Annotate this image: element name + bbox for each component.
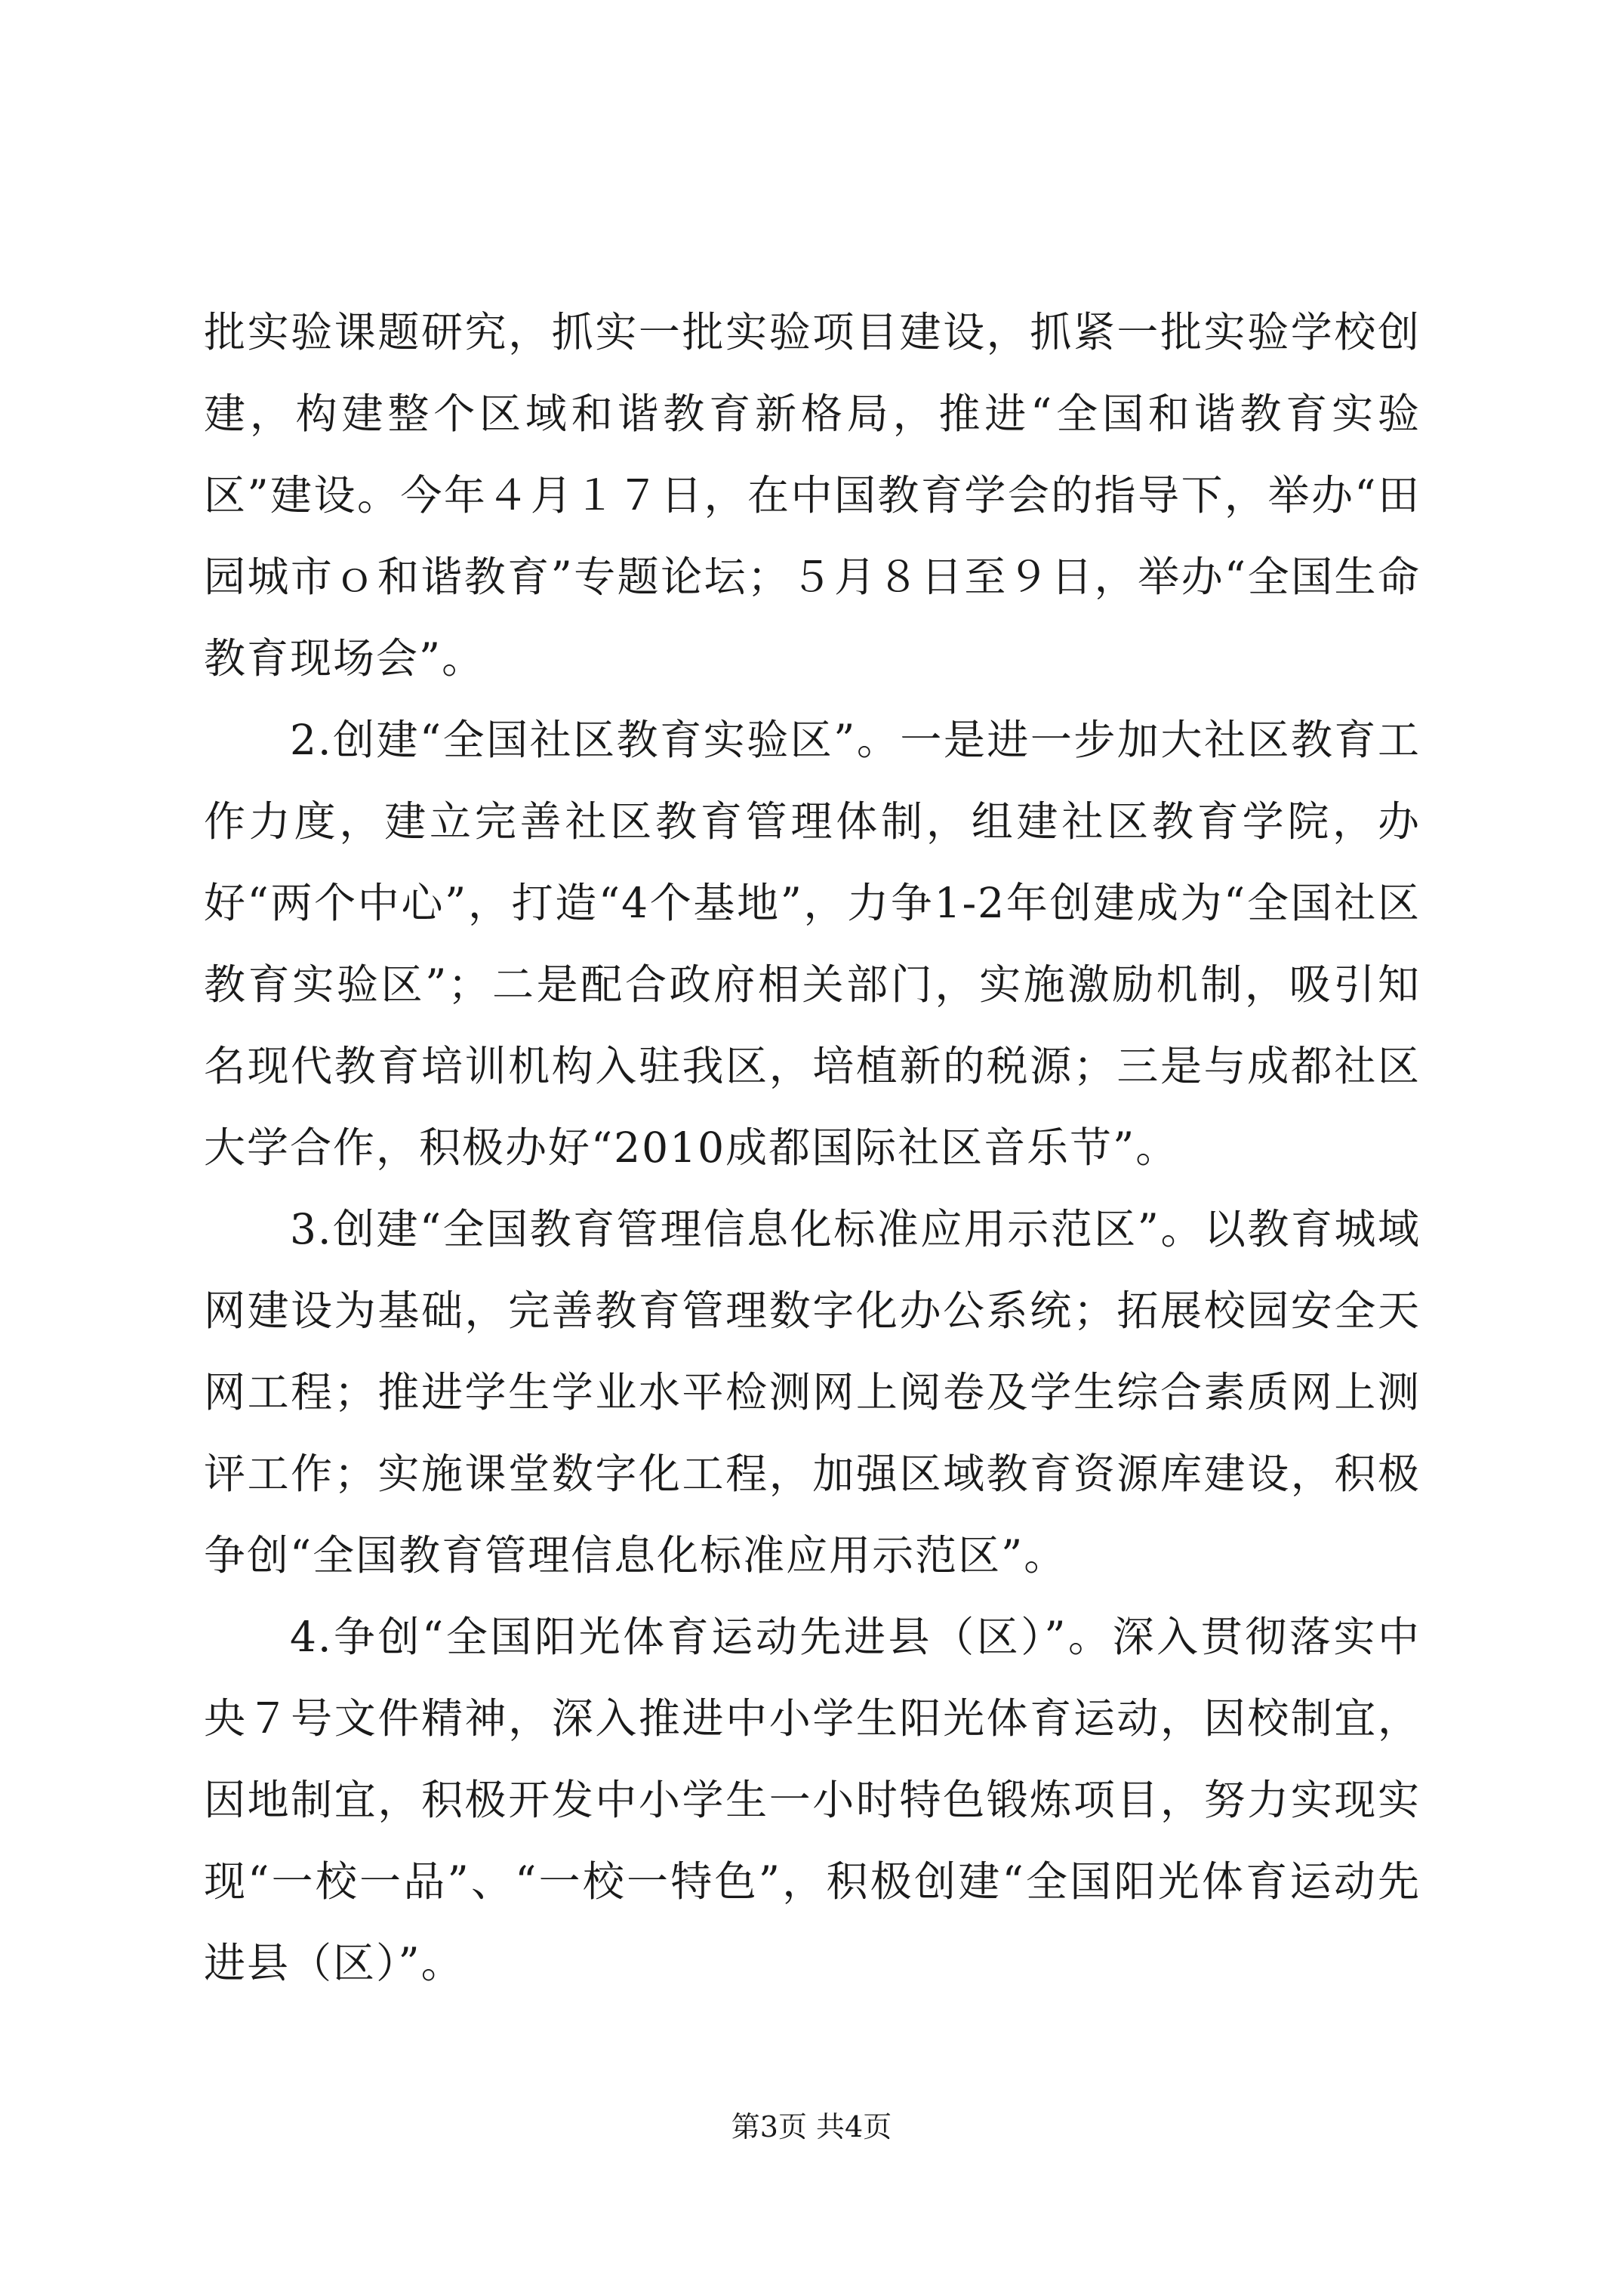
paragraph-continuation: 批实验课题研究，抓实一批实验项目建设，抓紧一批实验学校创建，构建整个区域和谐教育新格局，推进“全国和谐教育实验区”建设。今年４月１７日，在中国教育学会的指导下，举办“田园城市ｏ和谐教育”专题论坛；５月８日至９日，举办“全国生命教育现场会”。	[204, 308, 1421, 683]
paragraph-item-2: 2.创建“全国社区教育实验区”。一是进一步加大社区教育工作力度，建立完善社区教育管理体制，组建社区教育学院，办好“两个中心”，打造“4个基地”，力争1-2年创建成为“全国社区教育实验区”；二是配合政府相关部门，实施激励机制，吸引知名现代教育培训机构入驻我区，培植新的税源；三是与成都社区大学合作，积极办好“2010成都国际社区音乐节”。	[204, 716, 1421, 1172]
paragraph-item-3: 3.创建“全国教育管理信息化标准应用示范区”。以教育城域网建设为基础，完善教育管理数字化办公系统；拓展校园安全天网工程；推进学生学业水平检测网上阅卷及学生综合素质网上测评工作；实施课堂数字化工程，加强区域教育资源库建设，积极争创“全国教育管理信息化标准应用示范区”。	[204, 1205, 1421, 1579]
document-body	[204, 291, 1421, 2004]
paragraph-item-4: 4.争创“全国阳光体育运动先进县（区）”。深入贯彻落实中央７号文件精神，深入推进中小学生阳光体育运动，因校制宜，因地制宜，积极开发中小学生一小时特色锻炼项目，努力实现实现“一校一品”、“一校一特色”，积极创建“全国阳光体育运动先进县（区）”。	[204, 1613, 1421, 1987]
page-footer: 第3页 共4页	[731, 2110, 892, 2143]
